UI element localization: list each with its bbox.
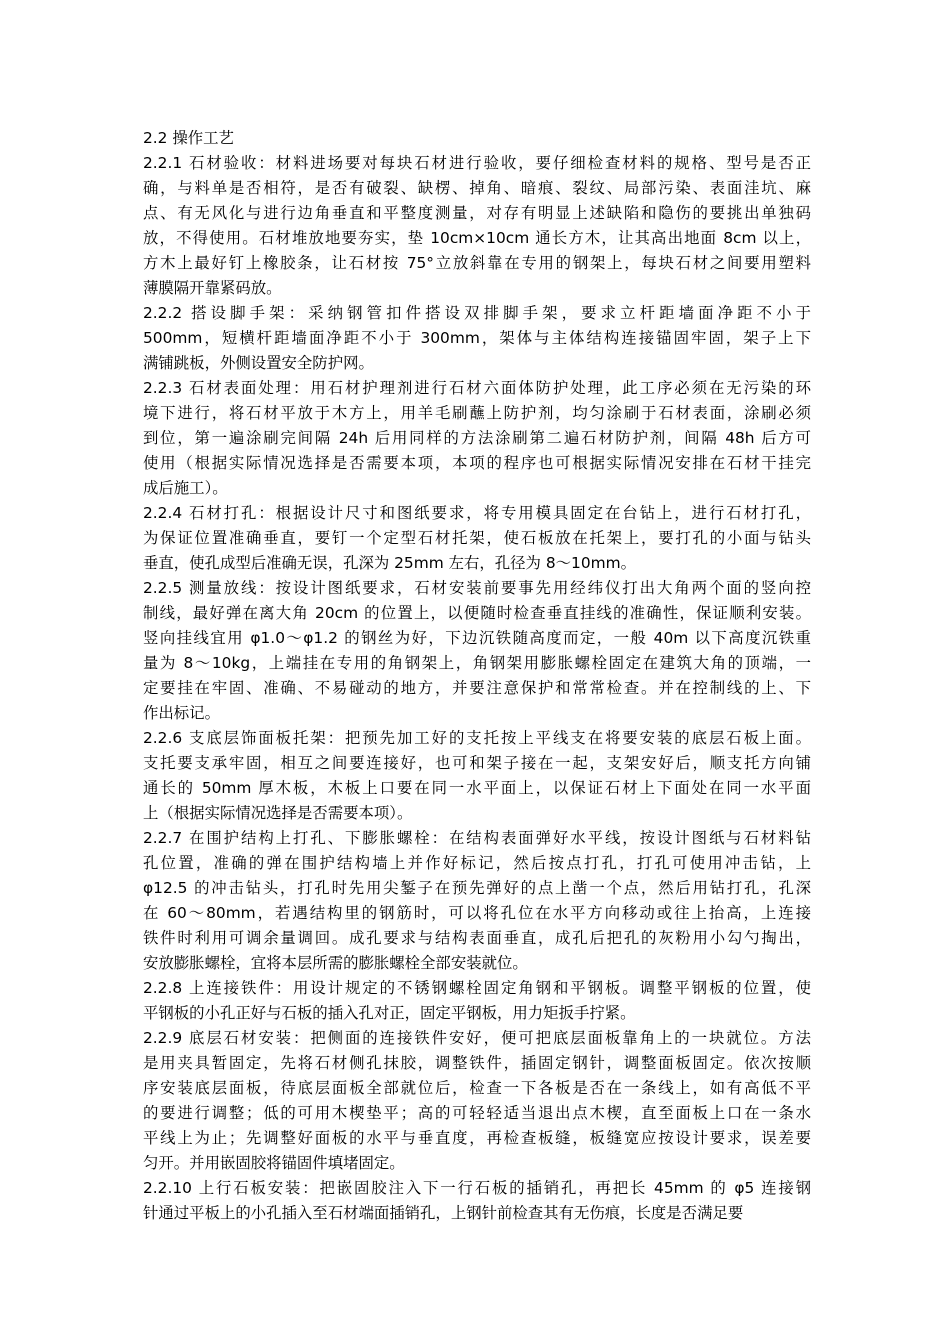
paragraph-line: 2.2.8 上连接铁件：用设计规定的不锈钢螺栓固定角钢和平钢板。调整平钢板的位置，使 <box>143 979 811 997</box>
paragraph <box>143 576 811 726</box>
paragraph-line: 在 60～80mm，若遇结构里的钢筋时，可以将孔位在水平方向移动或往上抬高，上连接 <box>143 904 811 922</box>
paragraph-line: 放，不得使用。石材堆放地要夯实，垫 10cm×10cm 通长方木，让其高出地面 8cm 以上， <box>143 229 811 247</box>
paragraph-line: 2.2.5 测量放线：按设计图纸要求，石材安装前要事先用经纬仪打出大角两个面的竖向控 <box>143 579 811 597</box>
paragraph-line: 垂直，使孔成型后准确无误，孔深为 25mm 左右，孔径为 8～10mm。 <box>143 554 636 572</box>
paragraph-line: 平线上为止；先调整好面板的水平与垂直度，再检查板缝，板缝宽应按设计要求，误差要 <box>143 1129 811 1147</box>
paragraph <box>143 826 811 976</box>
paragraph-line: 定要挂在牢固、准确、不易碰动的地方，并要注意保护和常常检查。并在控制线的上、下 <box>143 679 811 697</box>
paragraph-line: 2.2.10 上行石板安装：把嵌固胶注入下一行石板的插销孔，再把长 45mm 的 φ5 连接钢 <box>143 1179 811 1197</box>
paragraph-line: 确，与料单是否相符，是否有破裂、缺楞、掉角、暗痕、裂纹、局部污染、表面洼坑、麻 <box>143 179 811 197</box>
paragraph-line: 制线，最好弹在离大角 20cm 的位置上，以便随时检查垂直挂线的准确性，保证顺利安装。 <box>143 604 811 622</box>
paragraph-line: 是用夹具暂固定，先将石材侧孔抹胶，调整铁件，插固定钢针，调整面板固定。依次按顺 <box>143 1054 811 1072</box>
paragraph-line: 铁件时利用可调余量调回。成孔要求与结构表面垂直，成孔后把孔的灰粉用小勾勺掏出， <box>143 929 811 947</box>
paragraph-line: 到位，第一遍涂刷完间隔 24h 后用同样的方法涂刷第二遍石材防护剂，间隔 48h 后方可 <box>143 429 811 447</box>
paragraph-line: 上（根据实际情况选择是否需要本项）。 <box>143 804 413 822</box>
paragraph-line: 序安装底层面板，待底层面板全部就位后，检查一下各板是否在一条线上，如有高低不平 <box>143 1079 811 1097</box>
paragraph-line: 方木上最好钉上橡胶条，让石材按 75°立放斜靠在专用的钢架上，每块石材之间要用塑料 <box>143 254 811 272</box>
paragraph-line: 境下进行，将石材平放于木方上，用羊毛刷蘸上防护剂，均匀涂刷于石材表面，涂刷必须 <box>143 404 811 422</box>
paragraph-line: 2.2.2 搭设脚手架：采纳钢管扣件搭设双排脚手架，要求立杆距墙面净距不小于 <box>143 304 811 322</box>
paragraph-line: 的要进行调整；低的可用木楔垫平；高的可轻轻适当退出点木楔，直至面板上口在一条水 <box>143 1104 811 1122</box>
paragraph <box>143 151 811 301</box>
paragraph-line: 500mm，短横杆距墙面净距不小于 300mm，架体与主体结构连接锚固牢固，架子上下 <box>143 329 811 347</box>
paragraph-line: 通长的 50mm 厚木板，木板上口要在同一水平面上，以保证石材上下面处在同一水平面 <box>143 779 811 797</box>
paragraph-line: 满铺跳板，外侧设置安全防护网。 <box>143 354 374 372</box>
paragraph-line: 针通过平板上的小孔插入至石材端面插销孔，上钢针前检查其有无伤痕，长度是否满足要 <box>143 1204 744 1222</box>
paragraph-line: 2.2.6 支底层饰面板托架：把预先加工好的支托按上平线支在将要安装的底层石板上面。 <box>143 729 811 747</box>
paragraph-line: 孔位置，准确的弹在围护结构墙上并作好标记，然后按点打孔，打孔可使用冲击钻，上 <box>143 854 811 872</box>
paragraph-line: 成后施工）。 <box>143 479 228 497</box>
paragraph-line: 安放膨胀螺栓，宜将本层所需的膨胀螺栓全部安装就位。 <box>143 954 528 972</box>
paragraph-line: φ12.5 的冲击钻头，打孔时先用尖錾子在预先弹好的点上凿一个点，然后用钻打孔，孔深 <box>143 879 811 897</box>
paragraph-line: 2.2.1 石材验收：材料进场要对每块石材进行验收，要仔细检查材料的规格、型号是否正 <box>143 154 811 172</box>
paragraph <box>143 1176 811 1226</box>
paragraph-line: 2.2.4 石材打孔：根据设计尺寸和图纸要求，将专用模具固定在台钻上，进行石材打孔， <box>143 504 811 522</box>
paragraph-line: 竖向挂线宜用 φ1.0～φ1.2 的钢丝为好，下边沉铁随高度而定，一般 40m 以下高度沉铁重 <box>143 629 811 647</box>
paragraph-line: 使用（根据实际情况选择是否需要本项，本项的程序也可根据实际情况安排在石材干挂完 <box>143 454 811 472</box>
paragraph-line: 量为 8～10kg，上端挂在专用的角钢架上，角钢架用膨胀螺栓固定在建筑大角的顶端，一 <box>143 654 811 672</box>
paragraph-line: 平钢板的小孔正好与石板的插入孔对正，固定平钢板，用力矩扳手拧紧。 <box>143 1004 636 1022</box>
paragraph-line: 2.2.9 底层石材安装：把侧面的连接铁件安好，便可把底层面板靠角上的一块就位。方法 <box>143 1029 811 1047</box>
paragraph <box>143 976 811 1026</box>
paragraph <box>143 726 811 826</box>
document-page <box>143 126 811 1226</box>
paragraph <box>143 1026 811 1176</box>
paragraph-container <box>143 151 811 1226</box>
paragraph <box>143 301 811 376</box>
paragraph-line: 薄膜隔开靠紧码放。 <box>143 279 282 297</box>
paragraph-line: 2.2.3 石材表面处理：用石材护理剂进行石材六面体防护处理，此工序必须在无污染的环 <box>143 379 811 397</box>
paragraph-line: 作出标记。 <box>143 704 220 722</box>
paragraph <box>143 501 811 576</box>
paragraph-line: 点、有无风化与进行边角垂直和平整度测量，对存有明显上述缺陷和隐伤的要挑出单独码 <box>143 204 811 222</box>
paragraph-line: 匀开。并用嵌固胶将锚固件填堵固定。 <box>143 1154 405 1172</box>
section-heading: 2.2 操作工艺 <box>143 129 234 147</box>
paragraph-line: 为保证位置准确垂直，要钉一个定型石材托架，使石板放在托架上，要打孔的小面与钻头 <box>143 529 811 547</box>
paragraph-line: 2.2.7 在围护结构上打孔、下膨胀螺栓：在结构表面弹好水平线，按设计图纸与石材料钻 <box>143 829 811 847</box>
paragraph <box>143 376 811 501</box>
paragraph-line: 支托要支承牢固，相互之间要连接好，也可和架子接在一起，支架安好后，顺支托方向铺 <box>143 754 811 772</box>
